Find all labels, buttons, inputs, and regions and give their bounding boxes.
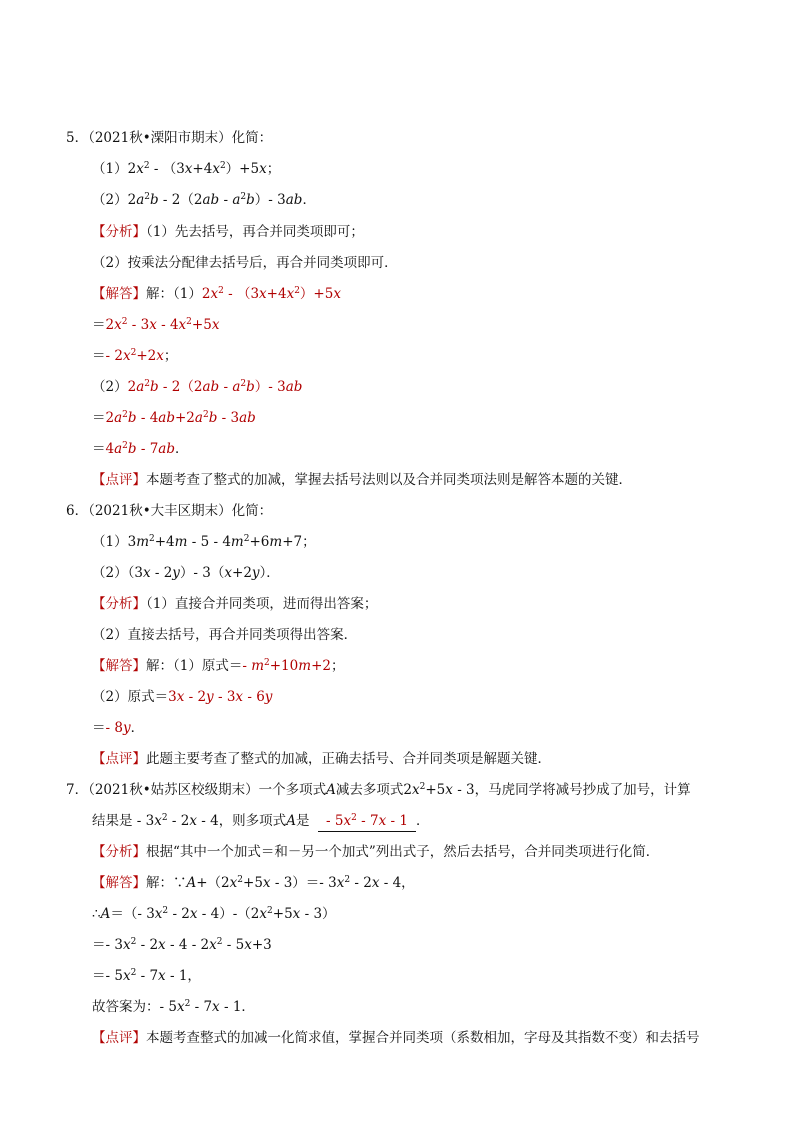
q6-step: （2）原式＝3x - 2y - 3x - 6y [92,689,273,705]
q7-analysis: 【分析】根据“其中一个加式＝和－另一个加式”列出式子，然后去括号，合并同类项进行化简． [92,844,660,860]
q5-header: 5．（2021秋•溧阳市期末）化简： [66,130,273,146]
q5-step: $=2x^2 - 3x - 4x^2+5x$ [92,317,220,333]
q6-analysis: 【分析】（1）直接合并同类项，进而得出答案； [92,596,378,612]
q7-step: ＝- $3x^2 - 2x - 4 - 2x^2 - 5x+3$ [92,937,272,953]
q5-part2: $(2)2a^2b - 2(2ab - a^2b)-$ 3ab． [92,192,316,208]
q6-comment: 【点评】此题主要考查了整式的加减，正确去括号、合并同类项是解题关键． [92,751,551,767]
q5-comment: 【点评】本题考查了整式的加减，掌握去括号法则以及合并同类项法则是解答本题的关键． [92,472,632,488]
q6-header: 6．（2021秋•大丰区期末）化简： [66,503,273,519]
q7-final: 故答案为：- $5x^2 - 7x - 1$． [92,999,255,1015]
q5-analysis-2: （2）按乘法分配律去括号后，再合并同类项即可． [92,255,398,271]
q7-stem: 结果是 - $3x^2 - 2x - 4$，则多项式A是 - $5x^2 - 7x - 1$ ． [92,811,429,832]
q5-step: $=4a^2b - 7ab$． [92,441,189,457]
q5-analysis: 【分析】（1）先去括号，再合并同类项即可； [92,224,364,240]
q5-step: $(2)2a^2b - 2(2ab - a^2b)-$ 3ab [92,379,303,395]
q6-part1: $(1)3m^2+4m - 5 - 4m^2+6m+7$； [92,534,316,550]
q6-solution: 【解答】解：（1）原式＝- $m^2+10m+2$； [92,658,345,674]
q6-analysis-2: （2）直接去括号，再合并同类项得出答案． [92,627,358,643]
q5-solution: 【解答】解：$(1)2x^2 - (3x+4x^2)+5x$ [92,286,341,302]
q6-part2: （2）（3x - 2y）- 3（x+2y）． [92,565,280,581]
q7-header: 7．（2021秋•姑苏区校级期末）一个多项式A减去多项式$2x^2+5x - 3$，马虎同学将减号抄成了加号，计算 [66,782,691,798]
q5-step: ＝- $2x^2+2x$； [92,348,178,364]
q7-solution: 【解答】解：$\because A+(2x^2+5x - 3)=-$ $3x^2 - 2x - 4$， [92,875,415,891]
q5-step: $=2a^2b - 4ab+2a^2b - 3ab$ [92,410,256,426]
q6-step: ＝- 8y． [92,720,145,736]
q7-comment: 【点评】本题考查整式的加减一化简求值，掌握合并同类项（系数相加，字母及其指数不变）和去括号 [92,1030,700,1046]
answer-blank: - $5x^2 - 7x - 1$ [318,811,416,832]
q7-step: ∴A＝（- $3x^2 - 2x - 4)-(2x^2+5x - 3)$ [92,906,336,922]
q5-part1: $(1)2x^2 - (3x+4x^2)+5x$； [92,161,281,177]
q7-step: ＝- $5x^2 - 7x - 1$， [92,968,201,984]
